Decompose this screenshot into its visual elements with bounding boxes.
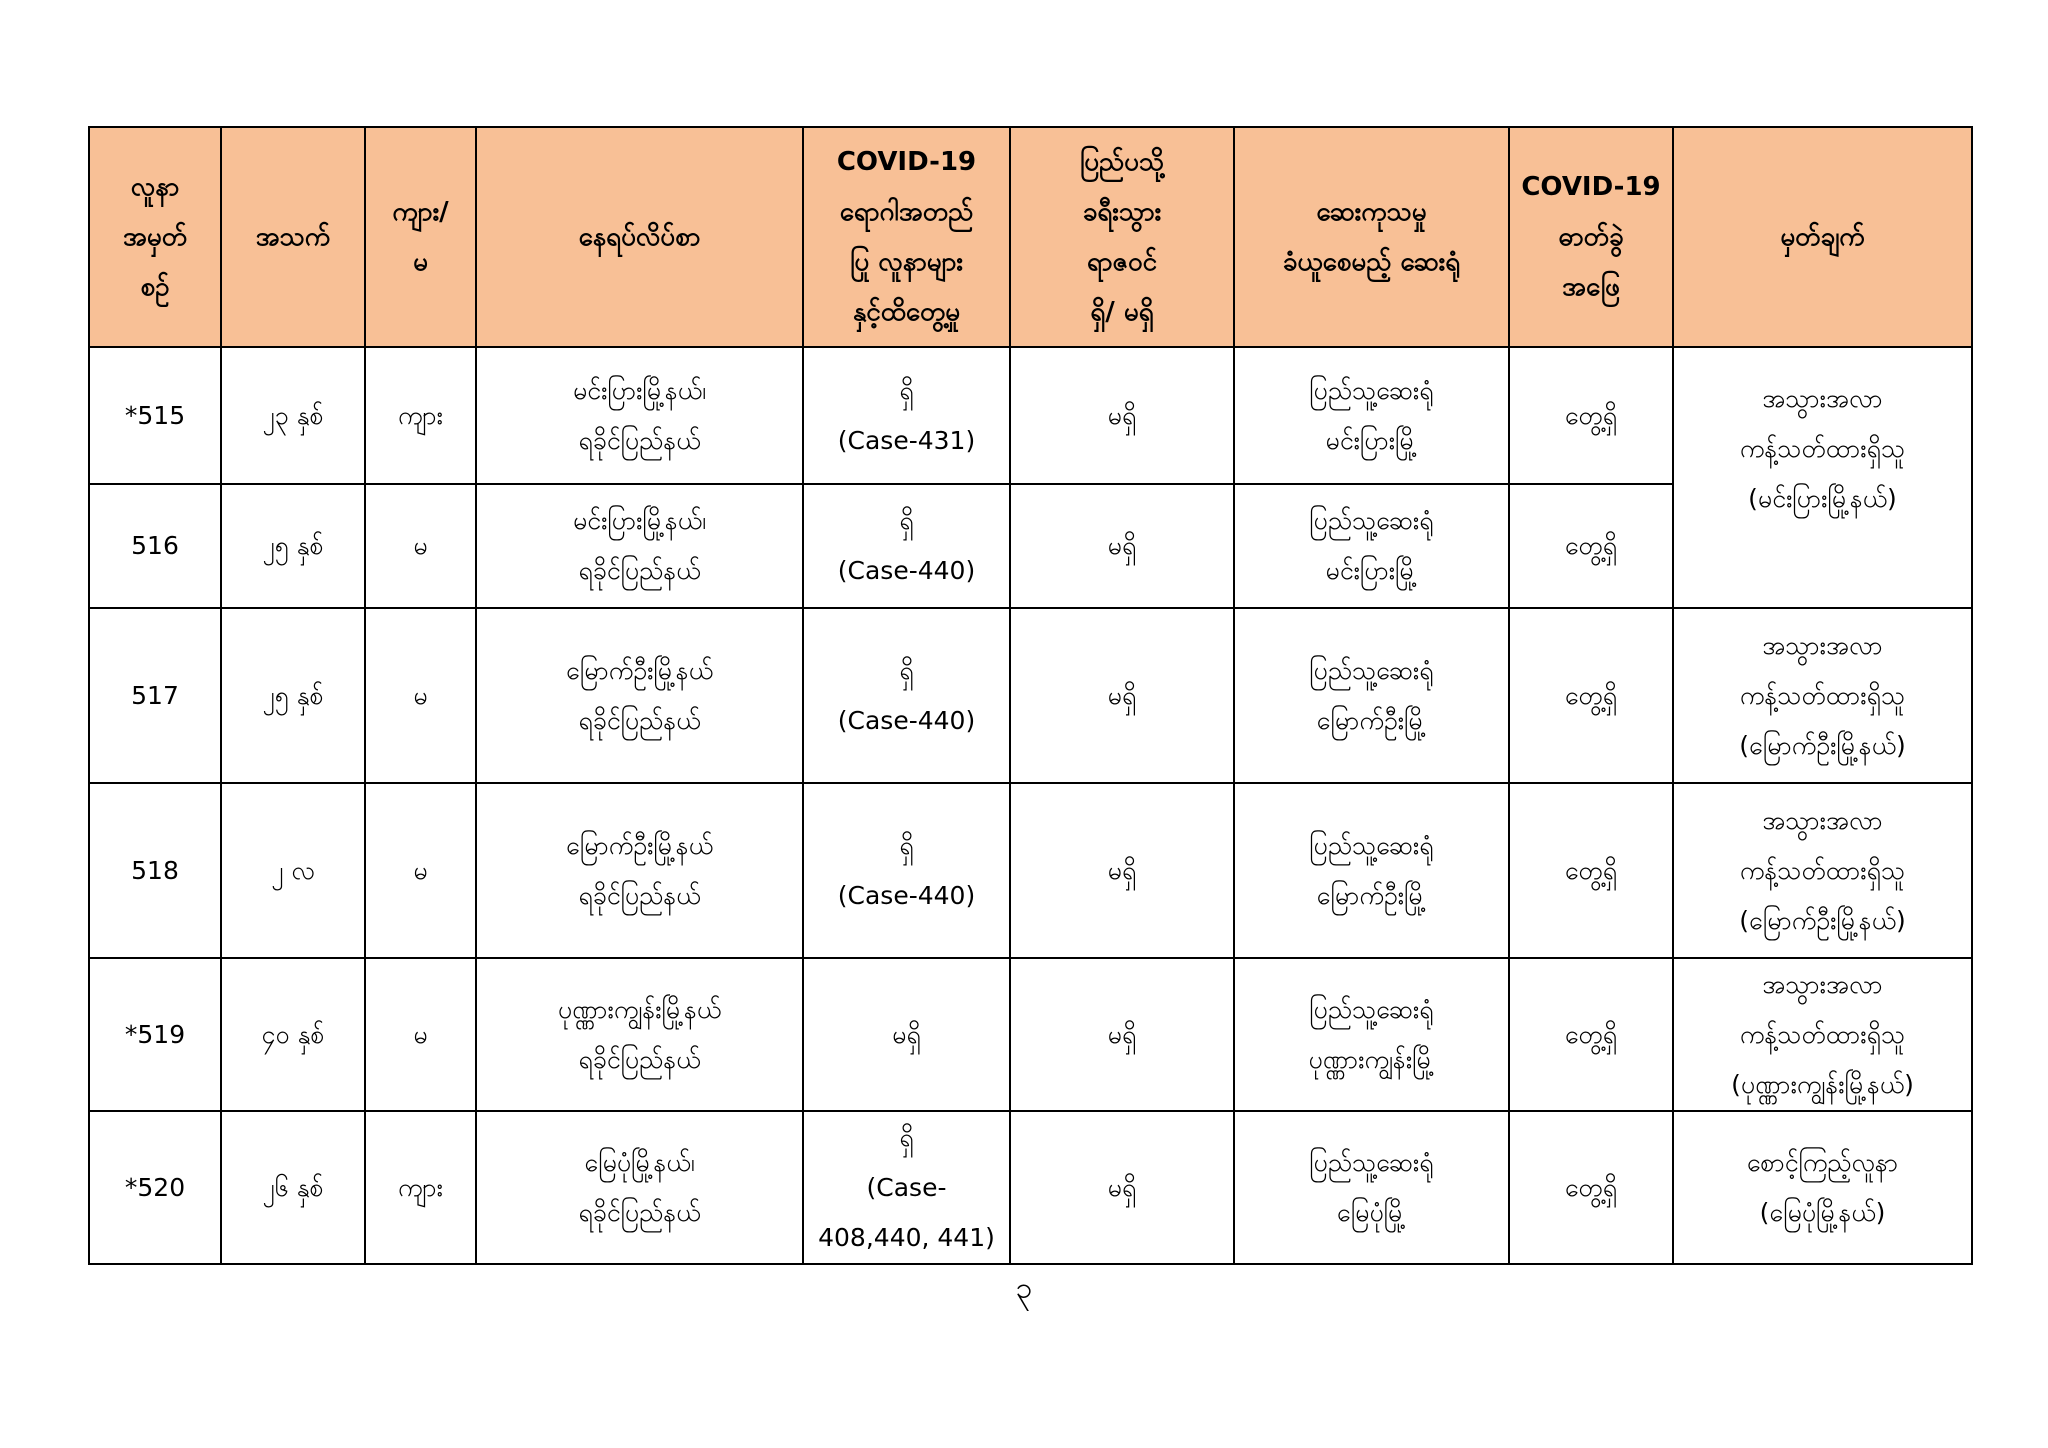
- table-body: [89, 347, 1972, 1264]
- cell-remarks: အသွားအလာ ကန့်သတ်ထားရှိသူ (မြောက်ဦးမြို့နယ်): [1673, 783, 1972, 958]
- cell-hospital: ပြည်သူ့ဆေးရုံ မြောက်ဦးမြို့: [1234, 608, 1509, 783]
- cell-contact: ရှိ (Case- 408,440, 441): [803, 1111, 1010, 1264]
- cell-sex: မ: [365, 958, 476, 1111]
- page-number: ၃: [1015, 1271, 1033, 1306]
- cell-case-no: 517: [89, 608, 221, 783]
- cell-hospital: ပြည်သူ့ဆေးရုံ ပုဏ္ဏားကျွန်းမြို့: [1234, 958, 1509, 1111]
- cell-case-no: *520: [89, 1111, 221, 1264]
- cell-remarks-merged: အသွားအလာ ကန့်သတ်ထားရှိသူ (မင်းပြားမြို့နယ်): [1673, 347, 1972, 608]
- cell-test-result: တွေ့ရှိ: [1509, 958, 1673, 1111]
- cell-remarks: အသွားအလာ ကန့်သတ်ထားရှိသူ (မြောက်ဦးမြို့နယ်): [1673, 608, 1972, 783]
- cell-test-result: တွေ့ရှိ: [1509, 608, 1673, 783]
- cell-remarks: စောင့်ကြည့်လူနာ (မြေပုံမြို့နယ်): [1673, 1111, 1972, 1264]
- header-test-result: COVID-19 ဓာတ်ခွဲ အဖြေ: [1509, 127, 1673, 347]
- cell-remarks: အသွားအလာ ကန့်သတ်ထားရှိသူ (ပုဏ္ဏားကျွန်းမြို့နယ်): [1673, 958, 1972, 1111]
- cell-age: ၂၅ နှစ်: [221, 484, 365, 608]
- cell-sex: ကျား: [365, 347, 476, 484]
- table-row: [89, 958, 1972, 1111]
- header-case-no: လူနာ အမှတ် စဉ်: [89, 127, 221, 347]
- cell-hospital: ပြည်သူ့ဆေးရုံ မင်းပြားမြို့: [1234, 484, 1509, 608]
- table-row: [89, 608, 1972, 783]
- header-contact: COVID-19 ရောဂါအတည် ပြု လူနာများ နှင့်ထိတွေ့မှု: [803, 127, 1010, 347]
- cell-hospital: ပြည်သူ့ဆေးရုံ မင်းပြားမြို့: [1234, 347, 1509, 484]
- table-row: [89, 783, 1972, 958]
- cell-age: ၄၀ နှစ်: [221, 958, 365, 1111]
- cell-case-no: *519: [89, 958, 221, 1111]
- cell-hospital: ပြည်သူ့ဆေးရုံ မြောက်ဦးမြို့: [1234, 783, 1509, 958]
- covid-cases-table: [88, 126, 1973, 1265]
- cell-hospital: ပြည်သူ့ဆေးရုံ မြေပုံမြို့: [1234, 1111, 1509, 1264]
- header-hospital: ဆေးကုသမှု ခံယူစေမည့် ဆေးရုံ: [1234, 127, 1509, 347]
- table-header: [89, 127, 1972, 347]
- cell-test-result: တွေ့ရှိ: [1509, 1111, 1673, 1264]
- header-travel-history: ပြည်ပသို့ ခရီးသွား ရာဇဝင် ရှိ/ မရှိ: [1010, 127, 1234, 347]
- cell-address: မင်းပြားမြို့နယ်၊ ရခိုင်ပြည်နယ်: [476, 347, 803, 484]
- cell-travel: မရှိ: [1010, 783, 1234, 958]
- cell-sex: မ: [365, 484, 476, 608]
- header-row: [89, 127, 1972, 347]
- header-address: နေရပ်လိပ်စာ: [476, 127, 803, 347]
- cell-age: ၂၆ နှစ်: [221, 1111, 365, 1264]
- cell-contact: ရှိ (Case-440): [803, 484, 1010, 608]
- cell-case-no: 516: [89, 484, 221, 608]
- cell-travel: မရှိ: [1010, 1111, 1234, 1264]
- cell-sex: မ: [365, 608, 476, 783]
- cell-address: မြောက်ဦးမြို့နယ် ရခိုင်ပြည်နယ်: [476, 608, 803, 783]
- cell-address: မင်းပြားမြို့နယ်၊ ရခိုင်ပြည်နယ်: [476, 484, 803, 608]
- cell-contact: မရှိ: [803, 958, 1010, 1111]
- header-remarks: မှတ်ချက်: [1673, 127, 1972, 347]
- cell-age: ၂ လ: [221, 783, 365, 958]
- header-age: အသက်: [221, 127, 365, 347]
- cell-contact: ရှိ (Case-440): [803, 783, 1010, 958]
- table-row: [89, 347, 1972, 484]
- cell-travel: မရှိ: [1010, 608, 1234, 783]
- cell-travel: မရှိ: [1010, 484, 1234, 608]
- cell-address: မြောက်ဦးမြို့နယ် ရခိုင်ပြည်နယ်: [476, 783, 803, 958]
- cell-age: ၂၅ နှစ်: [221, 608, 365, 783]
- cell-address: ပုဏ္ဏားကျွန်းမြို့နယ် ရခိုင်ပြည်နယ်: [476, 958, 803, 1111]
- cell-case-no: 518: [89, 783, 221, 958]
- cell-case-no: *515: [89, 347, 221, 484]
- cell-contact: ရှိ (Case-431): [803, 347, 1010, 484]
- cell-age: ၂၃ နှစ်: [221, 347, 365, 484]
- cell-address: မြေပုံမြို့နယ်၊ ရခိုင်ပြည်နယ်: [476, 1111, 803, 1264]
- table-row: [89, 1111, 1972, 1264]
- cell-travel: မရှိ: [1010, 347, 1234, 484]
- cell-test-result: တွေ့ရှိ: [1509, 347, 1673, 484]
- header-sex: ကျား/ မ: [365, 127, 476, 347]
- cell-test-result: တွေ့ရှိ: [1509, 783, 1673, 958]
- cell-travel: မရှိ: [1010, 958, 1234, 1111]
- cell-sex: မ: [365, 783, 476, 958]
- cell-sex: ကျား: [365, 1111, 476, 1264]
- cell-test-result: တွေ့ရှိ: [1509, 484, 1673, 608]
- cell-contact: ရှိ (Case-440): [803, 608, 1010, 783]
